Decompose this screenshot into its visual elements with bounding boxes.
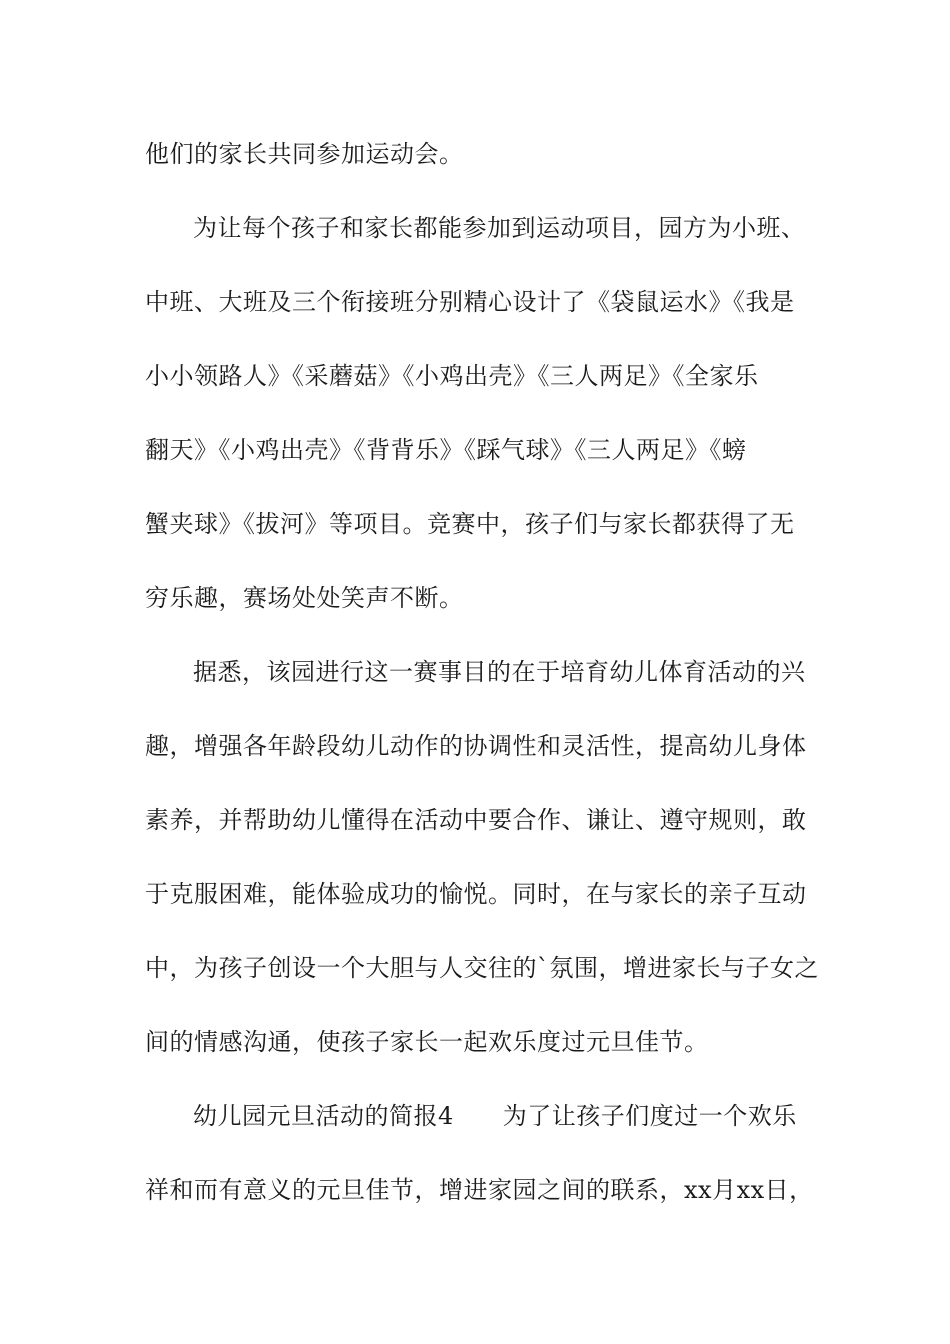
text-line-12: 中，为孩子创设一个大胆与人交往的`氛围，增进家长与子女之 bbox=[145, 954, 819, 982]
text-line-9: 趣，增强各年龄段幼儿动作的协调性和灵活性，提高幼儿身体 bbox=[145, 732, 807, 760]
text-line-1: 他们的家长共同参加运动会。 bbox=[145, 140, 464, 168]
text-line-6: 蟹夹球》《拔河》等项目。竞赛中，孩子们与家长都获得了无 bbox=[145, 510, 795, 538]
text-line-15: 祥和而有意义的元旦佳节，增进家园之间的联系，xx月xx日， bbox=[145, 1176, 814, 1204]
text-line-13: 间的情感沟通，使孩子家长一起欢乐度过元旦佳节。 bbox=[145, 1028, 709, 1056]
text-line-2: 为让每个孩子和家长都能参加到运动项目，园方为小班、 bbox=[193, 214, 806, 242]
text-line-4: 小小领路人》《采蘑菇》《小鸡出壳》《三人两足》《全家乐 bbox=[145, 362, 759, 390]
text-line-10: 素养，并帮助幼儿懂得在活动中要合作、谦让、遵守规则，敢 bbox=[145, 806, 807, 834]
text-line-7: 穷乐趣，赛场处处笑声不断。 bbox=[145, 584, 464, 612]
text-line-5: 翻天》《小鸡出壳》《背背乐》《踩气球》《三人两足》《螃 bbox=[145, 436, 747, 464]
text-line-11: 于克服困难，能体验成功的愉悦。同时，在与家长的亲子互动 bbox=[145, 880, 807, 908]
text-line-14: 幼儿园元旦活动的简报4 为了让孩子们度过一个欢乐 bbox=[193, 1102, 797, 1130]
text-line-8: 据悉，该园进行这一赛事目的在于培育幼儿体育活动的兴 bbox=[193, 658, 806, 686]
document-body bbox=[145, 117, 819, 1227]
text-line-3: 中班、大班及三个衔接班分别精心设计了《袋鼠运水》《我是 bbox=[145, 288, 795, 316]
